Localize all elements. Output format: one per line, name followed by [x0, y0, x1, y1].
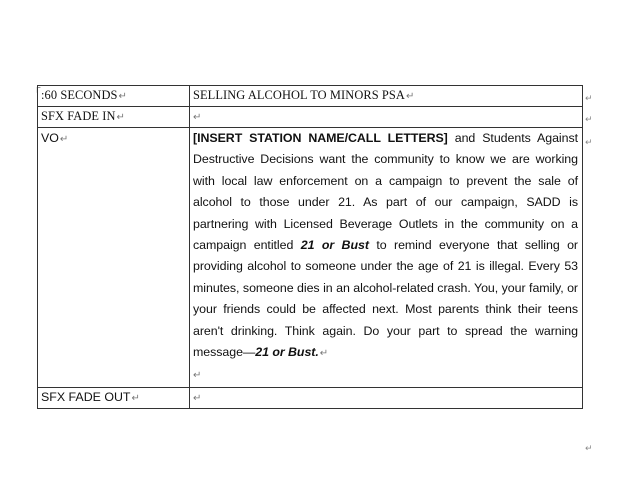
table-row-sfx-fade-out — [38, 387, 583, 408]
psa-script-table — [37, 85, 583, 409]
cell-end-mark: ↵ — [405, 91, 415, 102]
cell-end-mark: ↵ — [193, 112, 202, 123]
cell-end-mark: ↵ — [193, 392, 202, 404]
psa-title: SELLING ALCOHOL TO MINORS PSA — [193, 88, 405, 102]
cell-end-mark: ↵ — [116, 112, 126, 123]
row-end-mark: ↵ — [585, 444, 593, 454]
table-row-duration — [38, 86, 583, 107]
vo-campaign-end: 21 or Bust. — [255, 345, 319, 360]
vo-label: VO — [41, 131, 59, 145]
row-end-mark: ↵ — [585, 138, 593, 148]
vo-paragraph — [193, 128, 578, 364]
row-end-mark: ↵ — [585, 94, 593, 104]
psa-title-cell[interactable] — [190, 86, 583, 107]
sfx-fade-in-cell[interactable] — [38, 107, 190, 128]
vo-text-part-1: and Students Against Destructive Decisions want the community to know we are working with local law enforcement on a campaign to prevent the sale of alcohol to those under 21. As part of our campaign, SADD is partnering with Licensed Beverage Outlets in the community on a campaign entitled — [193, 131, 578, 253]
sfx-fade-out-text: SFX FADE OUT — [41, 389, 131, 404]
sfx-fade-in-content-cell[interactable] — [190, 107, 583, 128]
vo-empty-paragraph — [193, 364, 578, 386]
vo-campaign-name: 21 or Bust — [300, 238, 369, 253]
cell-end-mark: ↵ — [131, 392, 140, 404]
sfx-fade-out-cell[interactable] — [38, 387, 190, 408]
duration-cell[interactable] — [38, 86, 190, 107]
row-end-mark: ↵ — [585, 115, 593, 125]
duration-text: :60 SECONDS — [41, 88, 118, 102]
table-row-vo — [38, 128, 583, 388]
cell-end-mark: ↵ — [59, 134, 69, 145]
cell-end-mark: ↵ — [193, 370, 202, 382]
sfx-fade-in-text: SFX FADE IN — [41, 109, 116, 123]
table-row-sfx-fade-in — [38, 107, 583, 128]
vo-script-cell[interactable] — [190, 128, 583, 388]
paragraph-mark: ↵ — [319, 348, 329, 360]
vo-text-part-2: to remind everyone that selling or providing alcohol to someone under the age of 21 is illegal. Every 53 minutes, someone dies in an alcohol-related crash. You, your family, or your friends could be affected next. Most parents think their teens aren't drinking. Think again. Do your part to spread the warning message— — [193, 238, 578, 360]
vo-label-cell[interactable] — [38, 128, 190, 388]
sfx-fade-out-content-cell[interactable] — [190, 387, 583, 408]
vo-station-placeholder: [INSERT STATION NAME/CALL LETTERS] — [193, 131, 448, 145]
table-anchor-mark: ┌ — [34, 82, 41, 92]
cell-end-mark: ↵ — [118, 91, 127, 102]
